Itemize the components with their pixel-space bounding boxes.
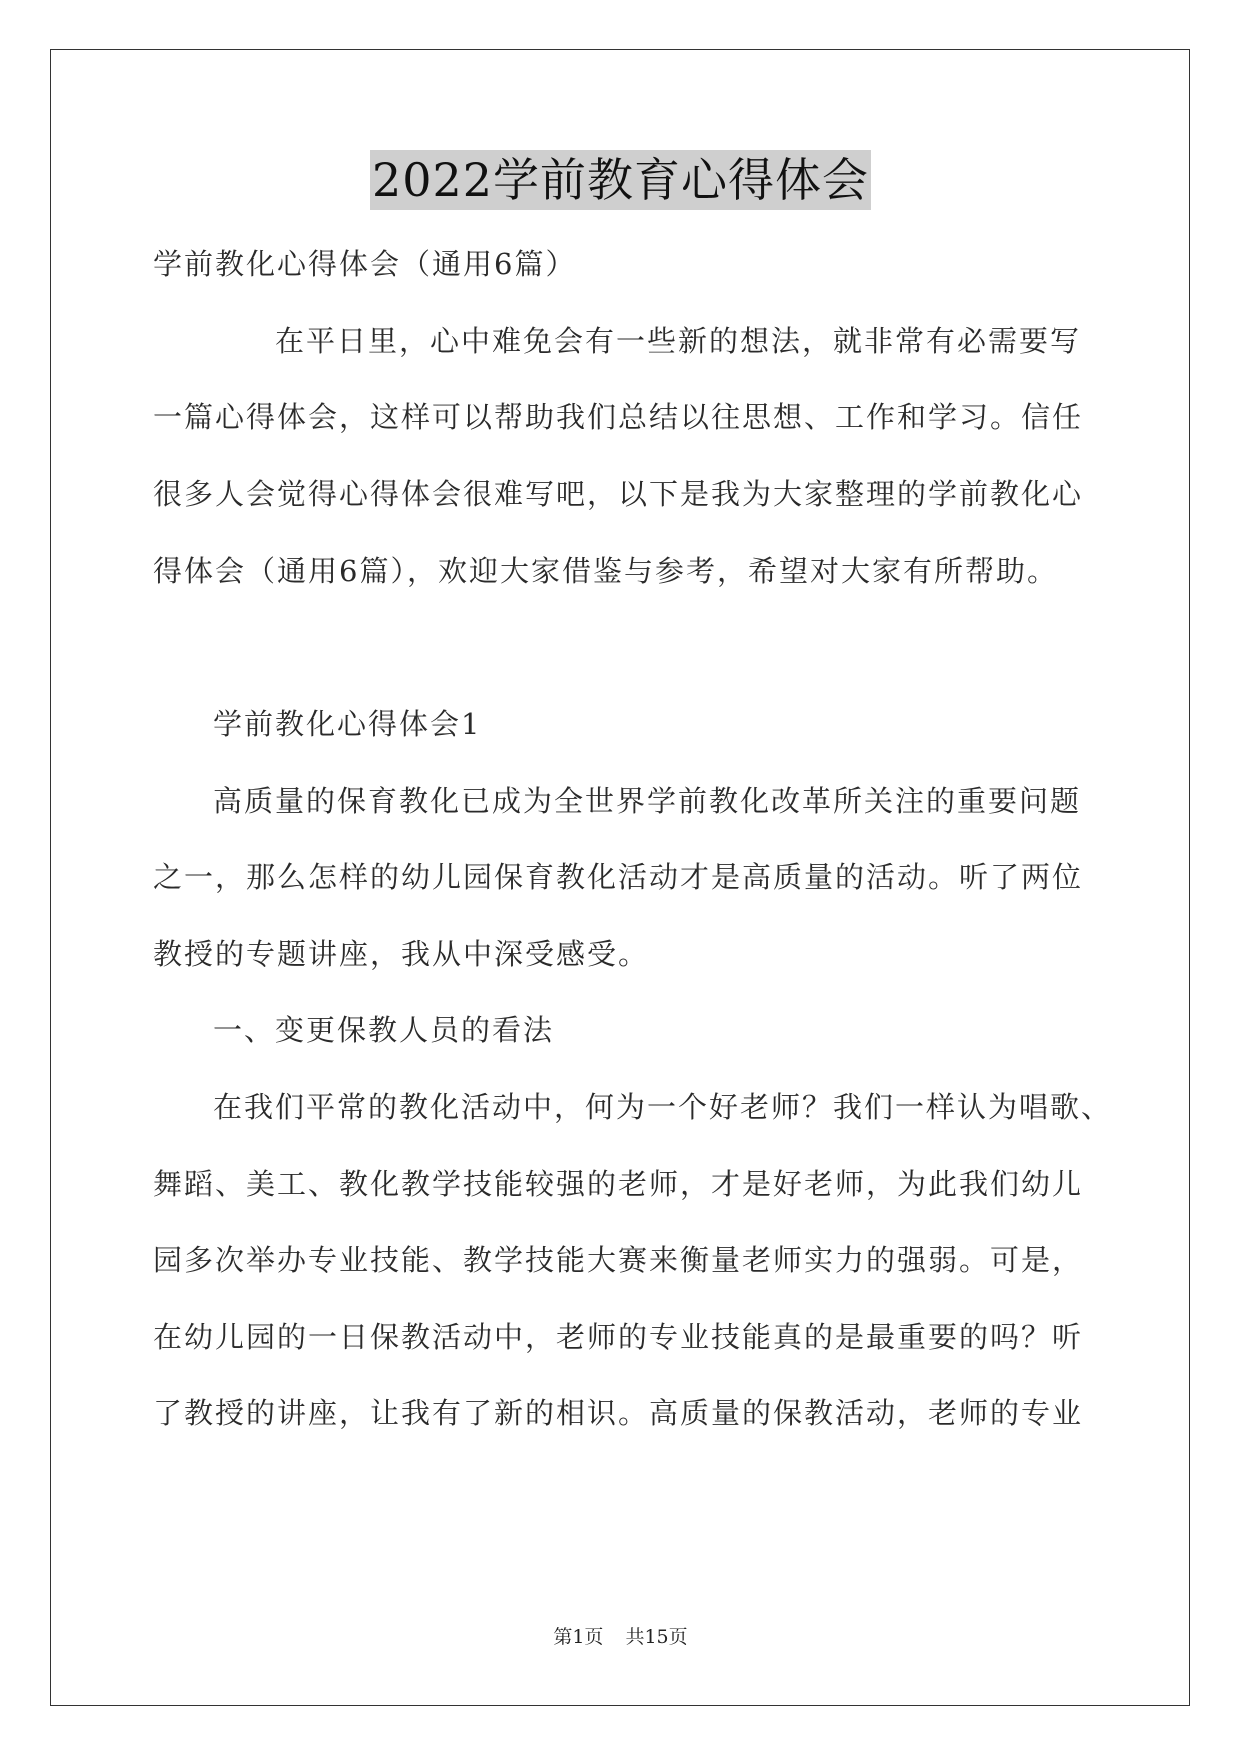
paragraph-line: 一篇心得体会，这样可以帮助我们总结以往思想、工作和学习。信任 (153, 400, 1084, 434)
paragraph-line: 高质量的保育教化已成为全世界学前教化改革所关注的重要问题 (213, 784, 1082, 818)
paragraph-line: 得体会（通用6篇），欢迎大家借鉴与参考，希望对大家有所帮助。 (153, 554, 1058, 588)
paragraph-line: 很多人会觉得心得体会很难写吧，以下是我为大家整理的学前教化心 (153, 477, 1084, 511)
paragraph-line: 教授的专题讲座，我从中深受感受。 (153, 937, 650, 971)
subtitle: 学前教化心得体会（通用6篇） (153, 247, 577, 281)
paragraph-line: 之一，那么怎样的幼儿园保育教化活动才是高质量的活动。听了两位 (153, 860, 1084, 894)
paragraph-line: 舞蹈、美工、教化教学技能较强的老师，才是好老师，为此我们幼儿 (153, 1167, 1084, 1201)
subsection-heading: 一、变更保教人员的看法 (213, 1013, 555, 1047)
paragraph-line: 在平日里，心中难免会有一些新的想法，就非常有必需要写 (275, 324, 1082, 358)
title-container (0, 150, 1241, 210)
paragraph-line: 在幼儿园的一日保教活动中，老师的专业技能真的是最重要的吗？听 (153, 1320, 1084, 1354)
page-footer (0, 1622, 1241, 1649)
paragraph-line: 园多次举办专业技能、教学技能大赛来衡量老师实力的强弱。可是， (153, 1243, 1084, 1277)
section-heading: 学前教化心得体会1 (213, 707, 482, 741)
paragraph-line: 在我们平常的教化活动中，何为一个好老师？我们一样认为唱歌、 (213, 1090, 1113, 1124)
page-number: 第1页 (553, 1626, 604, 1648)
page-total: 共15页 (625, 1626, 688, 1648)
paragraph-line: 了教授的讲座，让我有了新的相识。高质量的保教活动，老师的专业 (153, 1396, 1084, 1430)
document-title: 2022学前教育心得体会 (370, 150, 871, 210)
